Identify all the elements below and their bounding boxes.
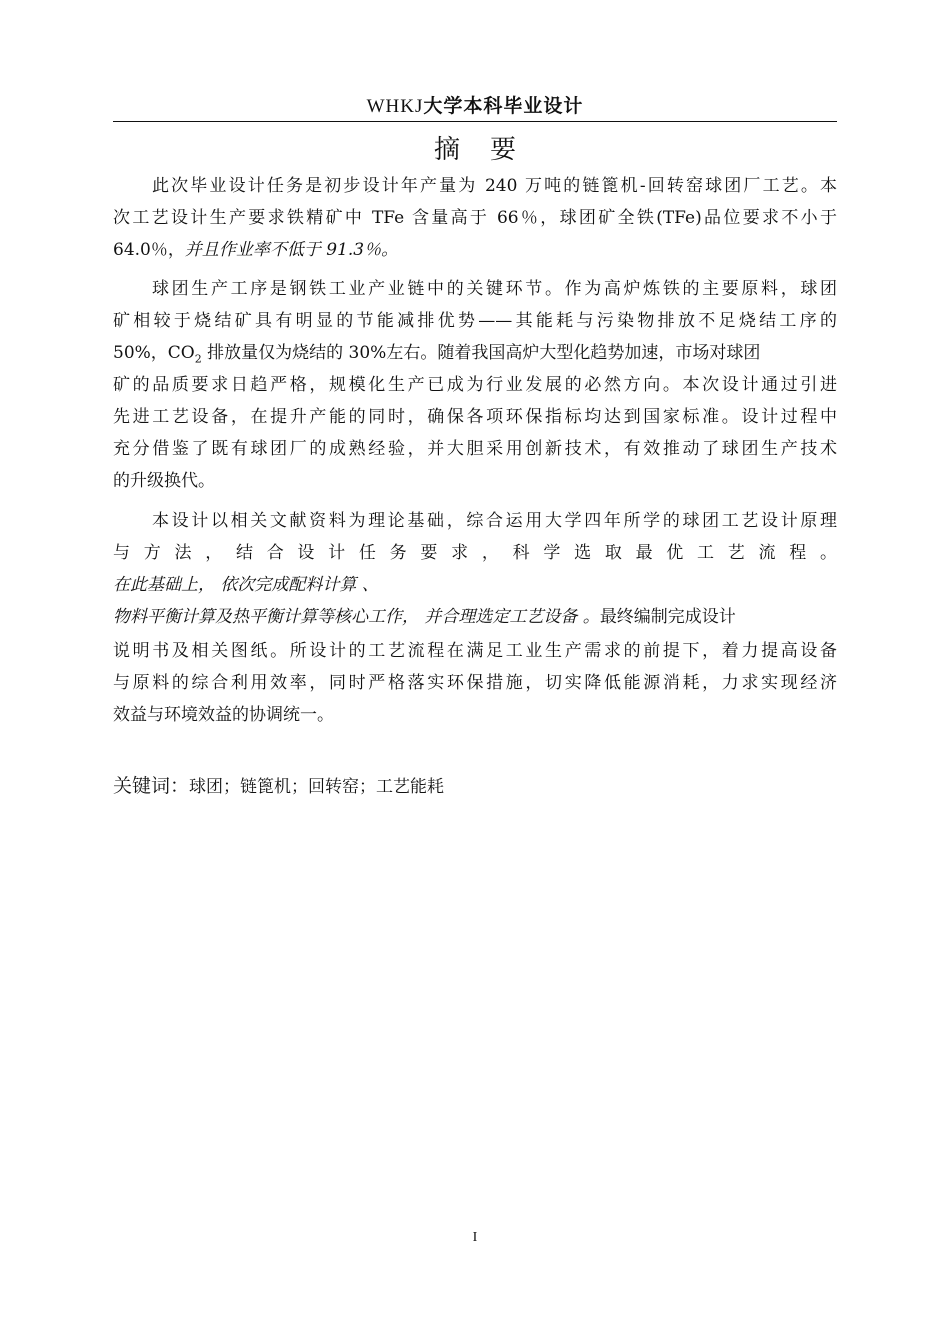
abstract-paragraph-3 <box>113 505 837 731</box>
p2-line-4: 矿的品质要求日趋严格，规模化生产已成为行业发展的必然方向。本次设计通过引进 <box>113 375 837 395</box>
page-title: 摘要 <box>433 135 546 165</box>
keywords-label: 关键词： <box>113 775 190 797</box>
p2-line-3-end: 排放量仅为烧结的 30%左右。随着我国高炉大型化趋势加速，市场对球团 <box>201 343 761 363</box>
p1-line-3 <box>113 234 837 266</box>
keywords-list: 球团；链篦机；回转窑；工艺能耗 <box>189 777 445 797</box>
p1-line-3-italic: 并且作业率不低于 91.3％。 <box>184 240 399 260</box>
keywords-line <box>113 770 837 803</box>
header-document-type: 大学本科毕业设计 <box>423 95 584 117</box>
running-header <box>113 94 837 119</box>
p3-line-4 <box>113 601 837 635</box>
p2-line-3 <box>113 337 837 369</box>
p3-line-5: 说明书及相关图纸。所设计的工艺流程在满足工业生产需求的前提下，着力提高设备 <box>113 641 837 661</box>
p1-line-1: 此次毕业设计任务是初步设计年产量为 240 万吨的链篦机-回转窑球团厂工艺。本 <box>152 176 837 196</box>
header-rule <box>113 121 837 122</box>
p3-line-1: 本设计以相关文献资料为理论基础，综合运用大学四年所学的球团工艺设计原理 <box>152 511 837 531</box>
p2-line-5: 先进工艺设备，在提升产能的同时，确保各项环保指标均达到国家标准。设计过程中 <box>113 407 837 427</box>
p2-line-3-start: 50%，CO <box>113 343 195 363</box>
abstract-paragraph-1 <box>113 170 837 266</box>
p3-line-4-text: 最终编制完成设计 <box>599 607 736 627</box>
p3-line-6: 与原料的综合利用效率，同时严格落实环保措施，切实降低能源消耗，力求实现经济 <box>113 673 837 693</box>
p3-line-7: 效益与环境效益的协调统一。 <box>113 705 334 725</box>
header-school-abbrev: WHKJ <box>366 96 424 117</box>
p2-line-1: 球团生产工序是钢铁工业产业链中的关键环节。作为高炉炼铁的主要原料，球团 <box>152 279 837 299</box>
p2-line-7: 的升级换代。 <box>113 471 215 491</box>
p3-line-4-italic: 物料平衡计算及热平衡计算等核心工作， 并合理选定工艺设备 。 <box>113 607 600 627</box>
p3-line-2: 与方法，结合设计任务要求，科学选取最优工艺流程。 <box>113 543 837 563</box>
p2-line-6: 充分借鉴了既有球团厂的成熟经验，并大胆采用创新技术，有效推动了球团生产技术 <box>113 439 837 459</box>
abstract-paragraph-2 <box>113 273 837 497</box>
page-number: I <box>472 1230 478 1245</box>
p1-line-2: 次工艺设计生产要求铁精矿中 TFe 含量高于 66％，球团矿全铁(TFe)品位要求不小于 <box>113 208 837 228</box>
p3-line-3-italic: 在此基础上， 依次完成配料计算 、 <box>113 575 379 595</box>
co2-subscript: 2 <box>194 352 202 366</box>
p1-line-3-text: 64.0％， <box>113 240 185 260</box>
p2-line-2: 矿相较于烧结矿具有明显的节能减排优势——其能耗与污染物排放不足烧结工序的 <box>113 311 837 331</box>
